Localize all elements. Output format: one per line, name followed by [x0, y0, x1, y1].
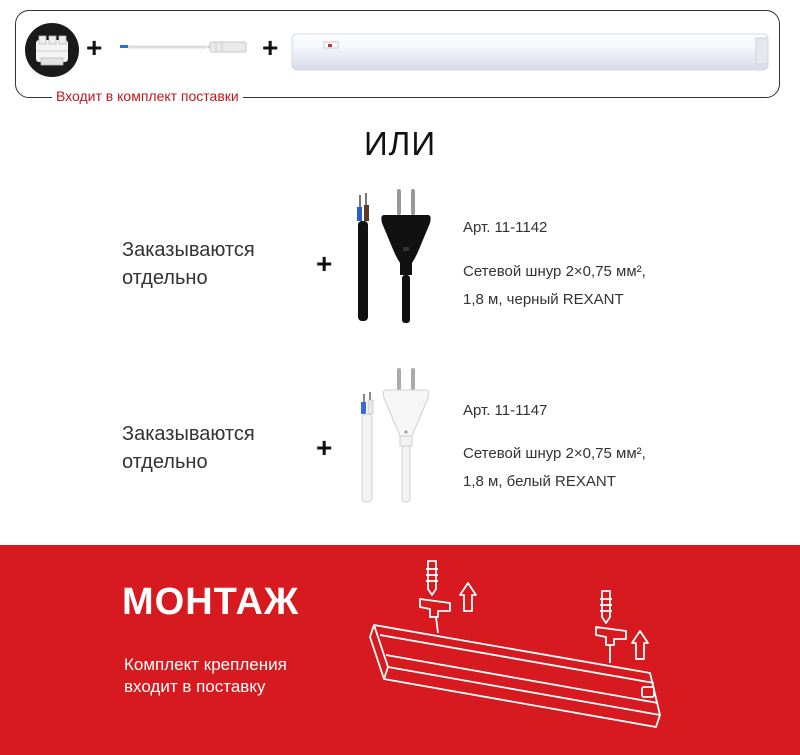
desc-line: 1,8 м, черный REXANT [463, 291, 624, 308]
label-line: отдельно [122, 267, 208, 289]
order-separately-label [122, 236, 255, 292]
desc-line: Сетевой шнур 2×0,75 мм², [463, 445, 646, 462]
label-line: Заказываются [122, 239, 255, 261]
kit-caption: Входит в комплект поставки [52, 87, 243, 105]
montage-text-line: входит в поставку [124, 677, 266, 696]
white-power-cord-image [340, 366, 450, 506]
plus-sign: + [262, 32, 279, 63]
label-line: отдельно [122, 451, 208, 473]
plus-sign: + [316, 248, 333, 279]
mounting-diagram [360, 555, 680, 745]
led-lamp-image [290, 30, 772, 78]
black-power-cord-image [340, 185, 450, 325]
desc-line: 1,8 м, белый REXANT [463, 473, 616, 490]
montage-text-line: Комплект крепления [124, 655, 287, 674]
article-number: Арт. 11-1147 [463, 402, 548, 419]
montage-title: МОНТАЖ [122, 581, 300, 623]
or-title: ИЛИ [363, 125, 437, 162]
label-line: Заказываются [122, 423, 255, 445]
article-number: Арт. 11-1142 [463, 219, 548, 236]
terminal-connector-image [24, 22, 80, 78]
plus-sign: + [316, 432, 333, 463]
cord-description [463, 440, 646, 496]
cord-description [463, 258, 646, 314]
connection-cable-image [118, 38, 253, 58]
desc-line: Сетевой шнур 2×0,75 мм², [463, 263, 646, 280]
plus-sign: + [86, 32, 103, 63]
montage-text [124, 654, 287, 698]
order-separately-label [122, 420, 255, 476]
